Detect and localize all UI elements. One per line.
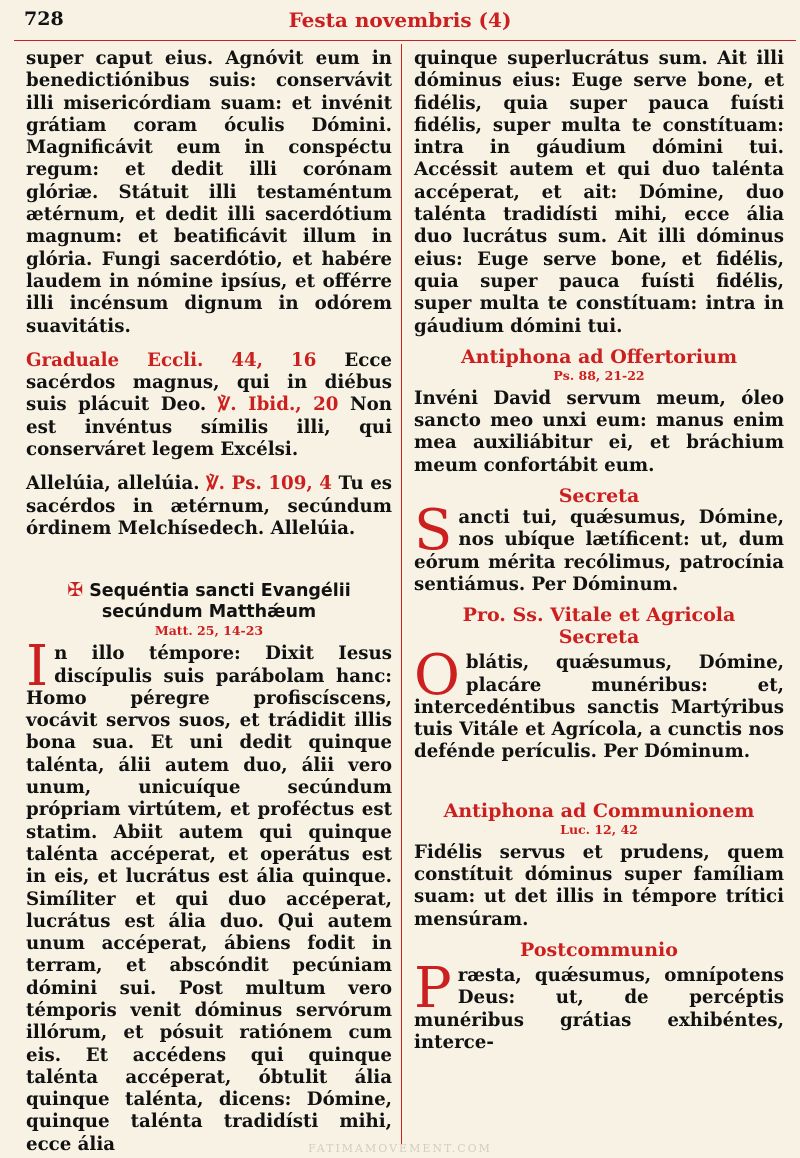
running-title: Festa novembris (4) (288, 8, 512, 32)
graduale-text-1: Ecce sacérdos magnus, qui in diébus suis plácuit Deo. (26, 349, 392, 416)
column-divider (401, 44, 402, 1144)
communion-text: Fidélis servus et prudens, quem constítuit dóminus super famíliam suam: ut det illis in témpore trítici mensúram. (414, 841, 784, 930)
left-column (26, 48, 392, 1156)
gospel-title-line-1: Sequéntia sancti Evangélii (89, 581, 351, 602)
pro-dropcap: O (414, 643, 460, 709)
introit-continuation: super caput eius. Agnóvit eum in benedictiónibus suis: conservávit illi misericórdiam suam: et invénit grátiam coram óculis Dómini. Magnificávit eum in conspéctu regum: et dedit illi corónam glóriæ. Státuit illi testaméntum ætérnum, et dedit illi sacerdótium magnum: et beatificávit illum in glória. Fungi sacerdótio, et habére laudem in nómine ipsíus, et offérre illi incénsum dignum in odórem suavitátis. (26, 48, 392, 337)
communion-reference: Luc. 12, 42 (560, 821, 638, 837)
page-header (0, 0, 800, 40)
watermark: FATIMAMOVEMENT.COM (308, 1142, 492, 1155)
secreta-dropcap: S (414, 498, 453, 564)
alleluia (26, 473, 392, 540)
header-rule (14, 40, 796, 41)
graduale (26, 350, 392, 461)
offertory-heading: Antiphona ad Offertorium (460, 345, 738, 368)
gospel-dropcap: I (26, 634, 49, 700)
secreta-text (414, 498, 784, 596)
graduale-label: Graduale Eccli. 44, 16 (26, 349, 317, 371)
alleluia-verse-ref: ℣. Ps. 109, 4 (206, 473, 332, 495)
secreta-body: ancti tui, quǽsumus, Dómine, nos ubíque lætíficent: ut, dum eórum mérita recólimus, patrocínia sentiámus. Per Dóminum. (414, 507, 784, 595)
pro-heading-line-2: Secreta (558, 626, 640, 649)
postcommunio-heading: Postcommunio (520, 938, 678, 961)
pro-secreta-body: blátis, quǽsumus, Dómine, placáre munéribus: et, intercedéntibus sanctis Martýribus tuis Vitále et Agrícola, a cunctis nos defénde perículis. Per Dóminum. (414, 652, 784, 763)
alleluia-text-2: Tu es sacérdos in ætérnum, secúndum órdinem Melchísedech. Allelúia. (26, 473, 393, 539)
secreta-heading: Secreta (558, 485, 640, 508)
gospel-title (26, 580, 392, 623)
alleluia-text-1: Allelúia, allelúia. (26, 473, 207, 495)
pro-heading (414, 604, 784, 648)
gospel-text (26, 634, 392, 1156)
pro-heading-line-1: Pro. Ss. Vitale et Agricola (462, 604, 736, 627)
gospel-body: n illo témpore: Dixit Iesus discípulis suis parábolam hanc: Homo péregre profiscíscens, vocávit servos suos, et trádidit illis bona sua. Et uni dedit quinque talénta, álii autem duo, álii vero unum, unicuíque secúndum própriam virtútem, et proféctus est statim. Abiit autem qui quinque talénta accéperat, et operátus est in eis, et lucrátus est ália quinque. Simíliter et qui duo accéperat, lucrátus est ália duo. Qui autem unum accéperat, ábiens fodit in terram, et abscóndit pecúniam dómini sui. Post multum vero témporis venit dóminus servórum illórum, et pósuit ratiónem cum eis. Et accédens qui quinque talénta accéperat, óbtulit ália quinque taléntа, dicens: Dómine, quinque talénta tradidísti mihi, ecce ália (26, 643, 392, 1155)
offertory-reference: Ps. 88, 21-22 (553, 367, 645, 383)
graduale-text-2: Non est invéntus símilis illi, qui conserváret legem Excélsi. (26, 394, 392, 461)
communion-heading: Antiphona ad Communionem (443, 799, 755, 822)
postcommunio-body: ræsta, quǽsumus, omnípotens Deus: ut, de percéptis munéribus grátias exhibéntes, interce- (414, 964, 784, 1053)
postcommunio-text (414, 955, 784, 1054)
right-column (414, 48, 784, 1054)
graduale-verse-ref: ℣. Ibid., 20 (217, 394, 339, 416)
postcommunio-dropcap: P (414, 955, 452, 1021)
gospel-title-line-2: secúndum Matthǽum (101, 602, 317, 623)
gospel-continuation: quinque superlucrátus sum. Ait illi dóminus eius: Euge serve bone, et fidélis, quia super pauca fuísti fidélis, super multa te constítuam: intra in gáudium dómini tui. Accéssit autem et qui duo talénta accéperat, et ait: Dómine, duo talénta tradidísti mihi, ecce ália duo lucrátus sum. Ait illi dóminus eius: Euge serve bone, et fidélis, quia super pauca fuísti fidélis, super multa te constítuam: intra in gáudium dómini tui. (414, 48, 784, 337)
page-number: 728 (24, 8, 64, 30)
offertory-text: Invéni David servum meum, óleo sancto meo unxi eum: manus enim mea auxiliábitur ei, et bráchium meum confortábit eum. (414, 387, 784, 476)
gospel-reference: Matt. 25, 14-23 (154, 623, 264, 639)
cross-icon: ✠ (67, 579, 84, 602)
pro-secreta-text (414, 643, 784, 763)
